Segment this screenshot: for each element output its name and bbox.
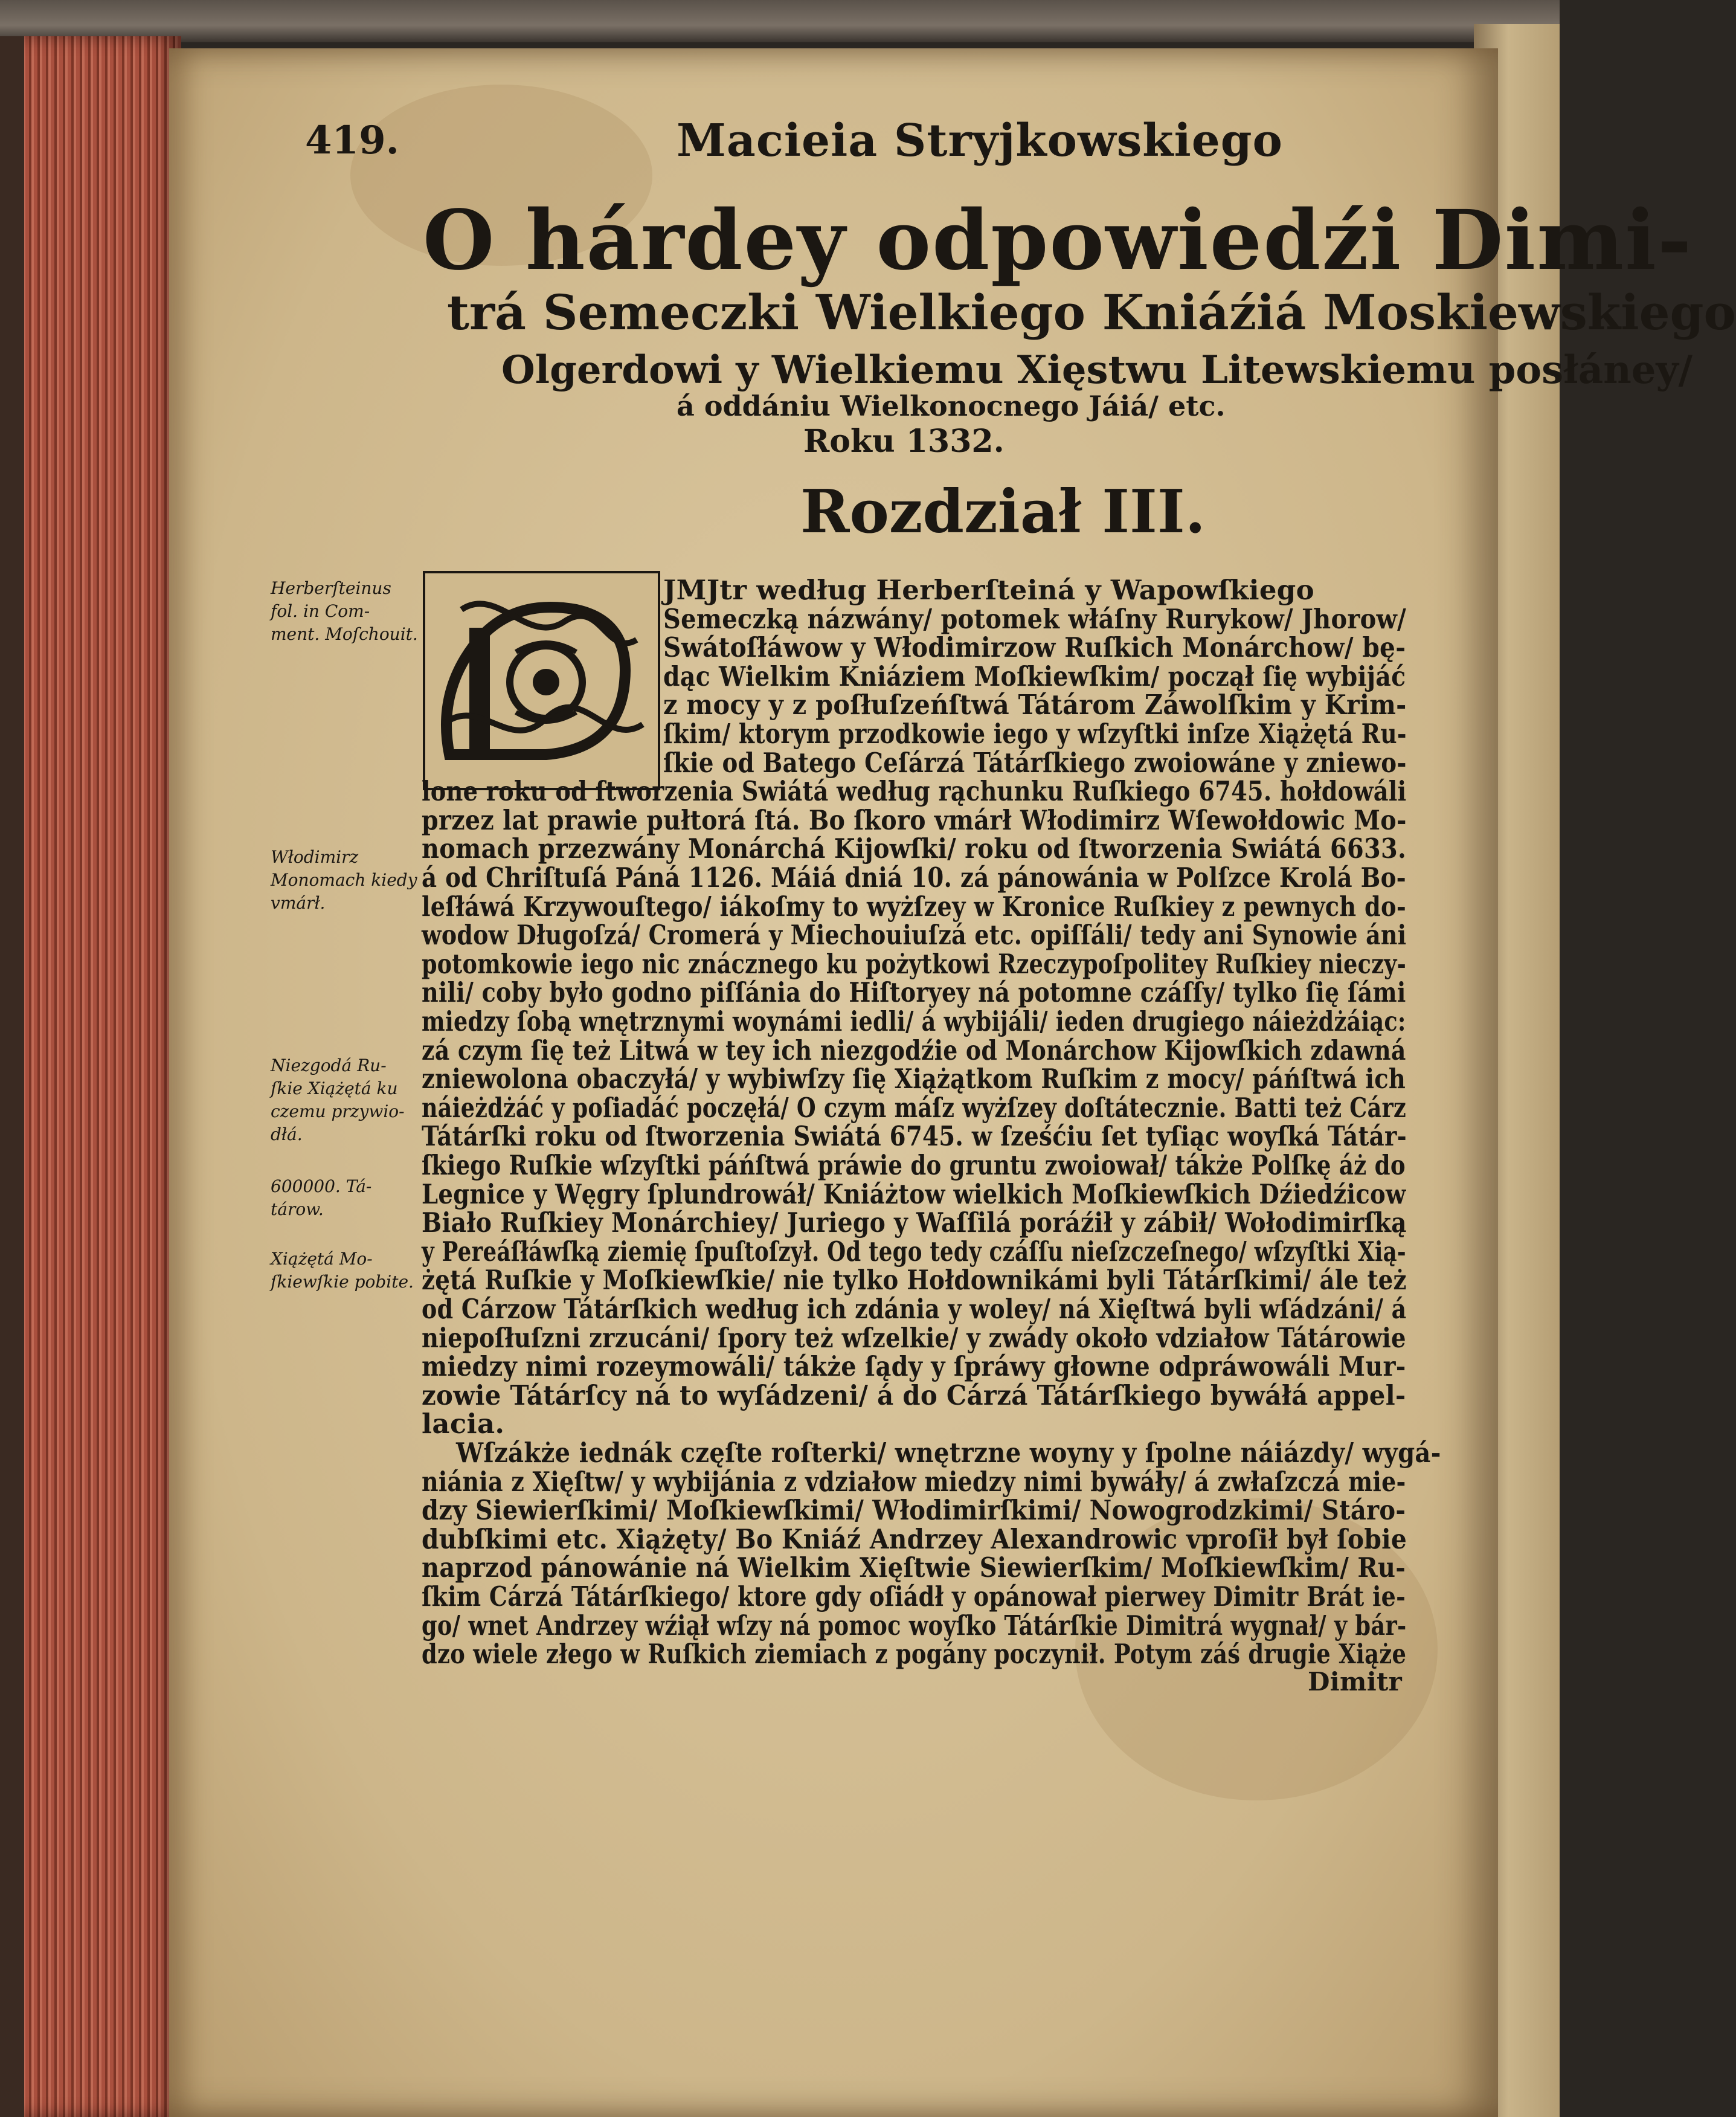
decorated-initial-d [423,571,660,790]
body-line: żętá Ruſkie y Moſkiewſkie/ nie tylko Hołdownikámi byli Tátárſkimi/ ále też [422,1264,1407,1297]
title-line-1: O hárdey odpowiedźi Dimi- [423,192,1693,289]
body-line: lone roku od ſtworzenia Swiátá według rąchunku Ruſkiego 6745. hołdowáli [422,775,1407,808]
body-line: JMJtr według Herberſteiná y Wapowſkiego [663,574,1314,606]
body-line: niepoſłuſzni zrzucáni/ ſpory też wſzelkie/ y zwády około vdziałow Tátárowie [422,1321,1406,1354]
chapter-heading: Rozdział III. [800,477,1206,547]
margin-note: Herberſteinus fol. in Com- ment. Moſchouit. [271,578,418,644]
body-line: potomkowie iego nic znácznego ku pożytkowi Rzeczypoſpolitey Ruſkiey nieczy- [422,947,1407,980]
body-line: y Pereáſłáwſką ziemię ſpuſtoſzył. Od tego tedy czáſſu nieſzczeſnego/ wſzyſtki Xią- [422,1235,1406,1268]
body-line: wodow Długoſzá/ Cromerá y Miechouiuſzá etc. opiſſáli/ tedy ani Synowie áni [422,919,1407,952]
title-line-5: Roku 1332. [803,423,1005,460]
body-line: ſkim/ ktorym przodkowie iego y wſzyſtki inſze Xiążętá Ru- [663,718,1407,750]
body-line: leſłáwá Krzywouſtego/ iákoſmy to wyżſzey w Kronice Ruſkiey z pewnych do- [422,890,1406,923]
body-line: Legnice y Węgry ſplundrowáł/ Kniáżtow wielkich Moſkiewſkich Dźiedźicow [422,1178,1406,1210]
body-line: dzy Siewierſkimi/ Moſkiewſkimi/ Włodimirſkimi/ Nowogrodzkimi/ Stáro- [422,1494,1406,1527]
body-line: zá czym ſię też Litwá w tey ich niezgodźie od Monárchow Kijowſkich zdawná [422,1034,1406,1066]
body-line: zowie Tátárſcy ná to wyſádzeni/ á do Cárzá Tátárſkiego bywáłá appel- [422,1379,1406,1411]
title-line-4: á oddániu Wielkonocnego Jáiá/ etc. [677,390,1226,422]
body-line: á od Chriſtuſá Páná 1126. Máiá dniá 10. zá pánowánia w Polſzce Krolá Bo- [422,862,1406,894]
body-line: od Cárzow Tátárſkich według ich zdánia y woley/ ná Xięſtwá byli wſádzáni/ á [422,1293,1407,1325]
body-line: Wſzákże iednák częſte roſterki/ wnętrzne woyny y ſpolne náiázdy/ wygá- [456,1437,1441,1469]
body-line: z mocy y z poſłuſzeńſtwá Tátárom Záwolſkim y Krim- [663,689,1407,721]
running-head: Macieia Stryjkowskiego [677,115,1283,167]
margin-note: Niezgodá Ru- ſkie Xiążętá ku czemu przywio- dłá. [271,1055,405,1144]
body-line: miedzy nimi rozeymowáli/ tákże ſądy y ſpráwy głowne odpráwowáli Mur- [422,1350,1406,1383]
margin-note: Włodimirz Monomach kiedy vmárł. [271,847,417,913]
body-line: Semeczką názwány/ potomek włáſny Rurykow/ Jhorow/ [663,602,1407,635]
body-line: Biało Ruſkiey Monárchiey/ Juriego y Waſſilá poráźił y zábił/ Wołodimirſką [422,1207,1407,1239]
body-line: ſkiego Ruſkie wſzyſtki páńſtwá práwie do gruntu zwoiował/ tákże Polſkę áż do [422,1149,1406,1181]
body-line: dubſkimi etc. Xiążęty/ Bo Kniáź Andrzey Alexandrowic vproſił był ſobie [422,1522,1407,1555]
body-line: nili/ coby było godno piſſánia do Hiſtoryey ná potomne czáſſy/ tylko ſię ſámi [422,976,1406,1009]
book-top-edge [0,0,1560,42]
body-line: Tátárſki roku od ſtworzenia Swiátá 6745. w ſześćiu ſet tyſiąc woyſká Tátár- [422,1120,1407,1153]
body-line: lacia. [422,1408,505,1440]
body-line: naprzod pánowánie ná Wielkim Xięſtwie Siewierſkim/ Moſkiewſkim/ Ru- [422,1552,1406,1584]
margin-note: Xiążętá Mo- ſkiewſkie pobite. [271,1249,414,1292]
margin-note: 600000. Tá- tárow. [271,1176,372,1219]
body-line: ſkim Cárzá Tátárſkiego/ ktore gdy oſiádł y opánował pierwey Dimitr Brát ie- [422,1580,1406,1613]
body-line: zniewolona obaczyłá/ y wybiwſzy ſię Xiążątkom Ruſkim z mocy/ páńſtwá ich [422,1063,1406,1095]
body-line: go/ wnet Andrzey wźiął wſzy ná pomoc woyſko Tátárſkie Dimitrá wygnał/ y bár- [422,1609,1407,1642]
body-line: Swátoſłáwow y Włodimirzow Ruſkich Monárchow/ bę- [663,631,1406,664]
body-line: nomach przezwány Monárchá Kijowſki/ roku od ſtworzenia Swiátá 6633. [422,833,1407,865]
body-line: dąc Wielkim Kniáziem Moſkiewſkim/ począł ſię wybijáć [663,660,1406,692]
catchword: Dimitr [1308,1666,1403,1696]
title-line-2: trá Semeczki Wielkiego Kniáźiá Moskiewskiego [447,284,1736,341]
body-line: niánia z Xięſtw/ y wybijánia z vdziałow miedzy nimi bywáły/ á zwłaſzczá mie- [422,1465,1406,1498]
ornament-icon [425,573,658,788]
title-line-3: Olgerdowi y Wielkiemu Xięstwu Litewskiemu posłáney/ [501,347,1693,393]
body-line: dzo wiele złego w Ruſkich ziemiach z pogány poczynił. Potym záś drugie Xiąże [422,1638,1407,1671]
binding-edge [0,36,24,2117]
body-line: ſkie od Batego Ceſárzá Tátárſkiego zwoiowáne y zniewo- [663,746,1407,779]
page-number: 419. [305,118,399,163]
body-line: náieżdżáć y poſiadáć poczęłá/ O czym máſz wyżſzey doſtátecznie. Batti też Cárz [422,1091,1406,1124]
body-line: przez lat prawie pułtorá ſtá. Bo ſkoro vmárł Włodimirz Wſewołdowic Mo- [422,804,1407,836]
body-line: miedzy ſobą wnętrznymi woynámi iedli/ á wybijáli/ ieden drugiego náieżdżáiąc: [422,1005,1406,1037]
page-edges [0,36,181,2117]
